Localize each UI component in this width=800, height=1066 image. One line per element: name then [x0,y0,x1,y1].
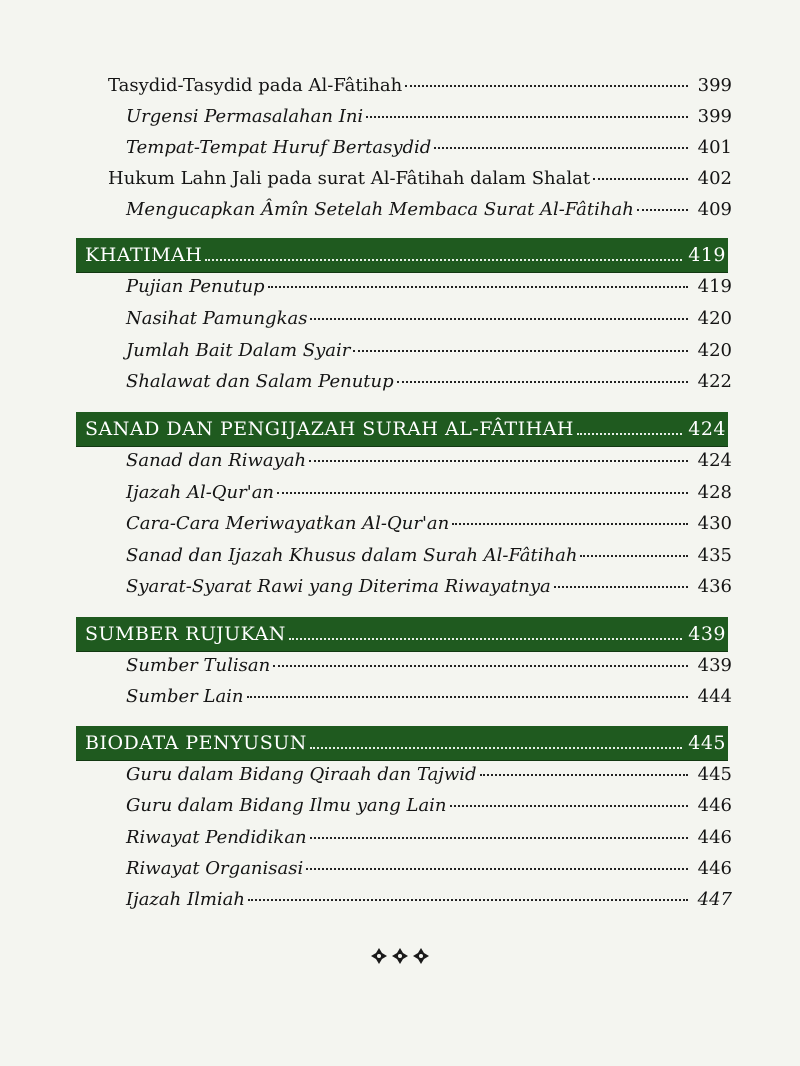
toc-entry[interactable] [126,888,732,912]
toc-entry-page: 446 [697,827,732,848]
dot-leader [289,638,682,640]
toc-entry-page: 420 [697,308,732,329]
toc-entry-page: 444 [697,686,732,707]
toc-entry-page: 436 [697,576,732,597]
section-heading-title: BIODATA PENYUSUN [85,732,307,754]
toc-entry[interactable] [126,826,732,850]
toc-entry[interactable] [126,685,732,709]
toc-entry-title: Pujian Penutup [126,276,265,297]
dot-leader [268,286,688,288]
toc-entry-title: Ijazah Ilmiah [126,889,245,910]
toc-entry-title: Shalawat dan Salam Penutup [126,371,394,392]
ornament [370,944,430,968]
dot-leader [577,433,682,435]
section-heading-bar[interactable] [76,726,728,760]
dot-leader [405,85,688,87]
toc-entry-title: Sanad dan Riwayah [126,450,307,471]
toc-entry[interactable] [126,654,732,678]
toc-entry-title: Tempat-Tempat Huruf Bertasydid [126,137,432,158]
toc-entry[interactable] [126,307,732,331]
toc-entry-page: 402 [697,168,732,189]
section-heading-title: SANAD DAN PENGIJAZAH SURAH AL-FÂTIHAH [85,418,574,440]
toc-entry-title: Ijazah Al-Qur'an [126,482,275,503]
dot-leader [593,178,688,180]
dot-leader [397,381,688,383]
toc-entry-title: Sumber Lain [126,686,244,707]
toc-entry[interactable] [126,857,732,881]
toc-entry-title: Mengucapkan Âmîn Setelah Membaca Surat Al-Fâtihah [126,199,634,220]
toc-entry-title: Guru dalam Bidang Qiraah dan Tajwid [126,764,477,785]
toc-entry[interactable] [126,512,732,536]
section-heading-bar[interactable] [76,238,728,272]
dot-leader [452,523,688,525]
toc-entry[interactable] [126,105,732,129]
toc-entry-page: 439 [697,655,732,676]
toc-entry-page: 447 [697,889,732,910]
toc-entry[interactable] [126,481,732,505]
toc-entry-page: 430 [697,513,732,534]
toc-entry-page: 419 [697,276,732,297]
section-heading-title: SUMBER RUJUKAN [85,623,286,645]
toc-entry[interactable] [126,544,732,568]
dot-leader [310,747,682,749]
diamond-flower-icon [391,947,409,965]
dot-leader [248,899,688,901]
toc-entry-page: 424 [697,450,732,471]
toc-entry-title: Jumlah Bait Dalam Syair [126,340,351,361]
section-heading-bar[interactable] [76,412,728,446]
toc-entry-page: 409 [697,199,732,220]
section-heading-title: KHATIMAH [85,244,203,266]
toc-entry-title: Syarat-Syarat Rawi yang Diterima Riwayatnya [126,576,551,597]
dot-leader [309,460,688,462]
dot-leader [434,147,688,149]
toc-entry[interactable] [126,449,732,473]
toc-entry-page: 446 [697,858,732,879]
dot-leader [273,665,688,667]
dot-leader [450,805,688,807]
toc-entry-title: Cara-Cara Meriwayatkan Al-Qur'an [126,513,450,534]
section-heading-page: 419 [688,244,726,266]
toc-entry-page: 399 [697,106,732,127]
toc-entry[interactable] [126,136,732,160]
dot-leader [247,696,688,698]
toc-entry-page: 420 [697,340,732,361]
toc-entry[interactable] [108,167,732,191]
toc-entry[interactable] [126,575,732,599]
dot-leader [580,555,688,557]
toc-entry-title: Nasihat Pamungkas [126,308,308,329]
toc-entry[interactable] [126,370,732,394]
dot-leader [310,318,688,320]
toc-entry-title: Urgensi Permasalahan Ini [126,106,364,127]
toc-entry[interactable] [126,794,732,818]
toc-entry[interactable] [126,198,732,222]
dot-leader [637,209,688,211]
toc-entry-page: 445 [697,764,732,785]
dot-leader [277,492,688,494]
toc-entry[interactable] [126,339,732,363]
toc-entry-page: 428 [697,482,732,503]
dot-leader [480,774,688,776]
diamond-flower-icon [370,947,388,965]
toc-entry-title: Hukum Lahn Jali pada surat Al-Fâtihah dalam Shalat [108,168,591,189]
section-heading-bar[interactable] [76,617,728,651]
dot-leader [353,350,688,352]
toc-entry-page: 422 [697,371,732,392]
section-heading-page: 439 [688,623,726,645]
dot-leader [205,259,682,261]
toc-entry-page: 446 [697,795,732,816]
toc-entry-page: 401 [697,137,732,158]
dot-leader [306,868,688,870]
toc-entry-title: Riwayat Organisasi [126,858,304,879]
toc-entry-page: 399 [697,75,732,96]
section-heading-page: 424 [688,418,726,440]
toc-entry-title: Sumber Tulisan [126,655,271,676]
toc-entry-title: Guru dalam Bidang Ilmu yang Lain [126,795,447,816]
toc-entry-title: Tasydid-Tasydid pada Al-Fâtihah [108,75,403,96]
dot-leader [310,837,688,839]
toc-entry[interactable] [126,275,732,299]
toc-entry-page: 435 [697,545,732,566]
dot-leader [554,586,688,588]
toc-entry[interactable] [126,763,732,787]
dot-leader [366,116,688,118]
diamond-flower-icon [412,947,430,965]
toc-entry-title: Riwayat Pendidikan [126,827,307,848]
section-heading-page: 445 [688,732,726,754]
toc-entry-title: Sanad dan Ijazah Khusus dalam Surah Al-Fâtihah [126,545,578,566]
toc-entry[interactable] [108,74,732,98]
